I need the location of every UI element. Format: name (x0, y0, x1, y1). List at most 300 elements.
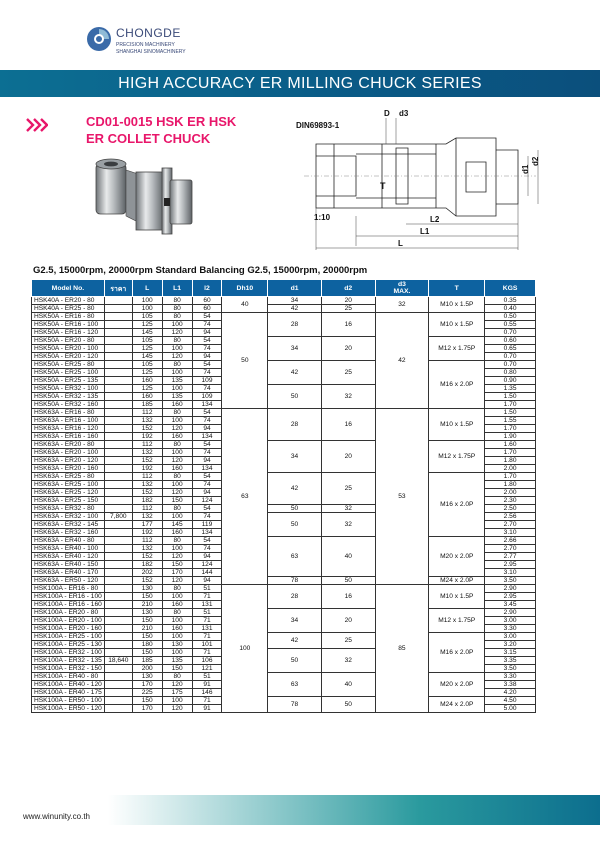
cell-price (104, 369, 132, 377)
cell-d1: 78 (268, 697, 322, 713)
cell-kgs: 1.35 (485, 385, 536, 393)
drawing-label-L1: L1 (420, 227, 430, 236)
cell-kgs: 1.50 (485, 409, 536, 417)
cell-model: HSK63A - ER20 - 80 (32, 441, 105, 449)
banner-title: HIGH ACCURACY ER MILLING CHUCK SERIES (118, 75, 482, 92)
cell-l2: 74 (192, 513, 222, 521)
cell-d3: 85 (375, 585, 429, 713)
brand-name: CHONGDE (116, 26, 181, 40)
cell-l2: 94 (192, 577, 222, 585)
cell-model: HSK63A - ER40 - 150 (32, 561, 105, 569)
product-title: CD01-0015 HSK ER HSK (86, 114, 237, 129)
cell-L: 192 (132, 433, 162, 441)
cell-L: 202 (132, 569, 162, 577)
col-thread: T (429, 280, 485, 297)
cell-L1: 80 (162, 337, 192, 345)
drawing-label-d3: d3 (399, 109, 409, 118)
cell-price (104, 313, 132, 321)
cell-kgs: 3.38 (485, 681, 536, 689)
cell-d3: 42 (375, 313, 429, 409)
cell-model: HSK63A - ER25 - 150 (32, 497, 105, 505)
cell-l2: 54 (192, 537, 222, 545)
cell-L1: 150 (162, 665, 192, 673)
cell-L: 112 (132, 473, 162, 481)
cell-model: HSK63A - ER40 - 80 (32, 537, 105, 545)
cell-L1: 100 (162, 617, 192, 625)
cell-L: 125 (132, 345, 162, 353)
cell-L1: 160 (162, 529, 192, 537)
cell-price (104, 393, 132, 401)
col-d3: d3 MAX. (375, 280, 429, 297)
cell-thread: M16 x 2.0P (429, 633, 485, 673)
col-dh10: Dh10 (222, 280, 268, 297)
cell-L: 225 (132, 689, 162, 697)
col-model: Model No. (32, 280, 105, 297)
series-banner (0, 70, 600, 97)
table-header-row (32, 280, 536, 297)
cell-l2: 74 (192, 321, 222, 329)
cell-l2: 54 (192, 361, 222, 369)
cell-L1: 120 (162, 577, 192, 585)
cell-price (104, 561, 132, 569)
cell-model: HSK63A - ER40 - 120 (32, 553, 105, 561)
cell-kgs: 2.90 (485, 609, 536, 617)
cell-model: HSK100A - ER40 - 120 (32, 681, 105, 689)
cell-d1: 42 (268, 305, 322, 313)
cell-model: HSK50A - ER16 - 100 (32, 321, 105, 329)
cell-kgs: 0.80 (485, 369, 536, 377)
cell-d1: 50 (268, 513, 322, 537)
cell-l2: 60 (192, 297, 222, 305)
cell-L: 182 (132, 497, 162, 505)
table-row (32, 609, 536, 617)
cell-l2: 131 (192, 625, 222, 633)
cell-price (104, 497, 132, 505)
cell-d2: 25 (321, 633, 375, 649)
cell-model: HSK63A - ER25 - 80 (32, 473, 105, 481)
cell-l2: 71 (192, 633, 222, 641)
drawing-label-d2: d2 (531, 156, 540, 166)
cell-model: HSK50A - ER16 - 120 (32, 329, 105, 337)
cell-L1: 80 (162, 297, 192, 305)
cell-price (104, 641, 132, 649)
cell-L1: 135 (162, 393, 192, 401)
cell-L: 132 (132, 417, 162, 425)
cell-kgs: 3.00 (485, 617, 536, 625)
cell-model: HSK63A - ER40 - 170 (32, 569, 105, 577)
cell-l2: 71 (192, 617, 222, 625)
cell-L1: 130 (162, 641, 192, 649)
cell-d3: 53 (375, 409, 429, 585)
cell-kgs: 2.00 (485, 489, 536, 497)
cell-price (104, 401, 132, 409)
cell-L: 150 (132, 649, 162, 657)
cell-L: 100 (132, 305, 162, 313)
cell-model: HSK100A - ER16 - 80 (32, 585, 105, 593)
cell-thread: M16 x 2.0P (429, 473, 485, 537)
cell-d2: 50 (321, 577, 375, 585)
cell-kgs: 2.70 (485, 545, 536, 553)
cell-l2: 106 (192, 657, 222, 665)
cell-l2: 91 (192, 681, 222, 689)
cell-d2: 16 (321, 313, 375, 337)
cell-L: 150 (132, 593, 162, 601)
cell-dh10: 63 (222, 409, 268, 585)
cell-L: 152 (132, 489, 162, 497)
cell-L1: 120 (162, 489, 192, 497)
cell-L1: 100 (162, 385, 192, 393)
cell-L: 125 (132, 321, 162, 329)
cell-model: HSK50A - ER16 - 80 (32, 313, 105, 321)
cell-price (104, 585, 132, 593)
cell-model: HSK63A - ER32 - 100 (32, 513, 105, 521)
cell-model: HSK100A - ER32 - 100 (32, 649, 105, 657)
product-photo (88, 150, 200, 258)
cell-kgs: 2.95 (485, 561, 536, 569)
cell-l2: 91 (192, 705, 222, 713)
cell-L: 105 (132, 313, 162, 321)
table-row (32, 337, 536, 345)
cell-l2: 74 (192, 545, 222, 553)
cell-L: 125 (132, 369, 162, 377)
cell-d2: 20 (321, 297, 375, 305)
cell-l2: 119 (192, 521, 222, 529)
cell-L1: 100 (162, 369, 192, 377)
drawing-label-D: D (384, 109, 390, 118)
cell-L: 130 (132, 673, 162, 681)
cell-kgs: 3.20 (485, 641, 536, 649)
cell-thread: M12 x 1.75P (429, 441, 485, 473)
cell-dh10: 50 (222, 313, 268, 409)
table-row (32, 409, 536, 417)
cell-L1: 120 (162, 329, 192, 337)
cell-price (104, 609, 132, 617)
cell-thread: M10 x 1.5P (429, 409, 485, 441)
cell-model: HSK40A - ER25 - 80 (32, 305, 105, 313)
cell-l2: 134 (192, 529, 222, 537)
cell-L: 132 (132, 481, 162, 489)
cell-L: 105 (132, 361, 162, 369)
cell-kgs: 2.77 (485, 553, 536, 561)
cell-L: 150 (132, 697, 162, 705)
cell-model: HSK100A - ER20 - 160 (32, 625, 105, 633)
cell-model: HSK63A - ER20 - 120 (32, 457, 105, 465)
cell-price (104, 409, 132, 417)
technical-drawing (296, 104, 546, 260)
cell-model: HSK50A - ER32 - 100 (32, 385, 105, 393)
cell-L1: 170 (162, 569, 192, 577)
cell-thread: M24 x 2.0P (429, 697, 485, 713)
cell-kgs: 4.20 (485, 689, 536, 697)
drawing-label-L: L (398, 239, 403, 248)
cell-L: 130 (132, 585, 162, 593)
cell-thread: M10 x 1.5P (429, 313, 485, 337)
cell-l2: 54 (192, 409, 222, 417)
cell-L: 170 (132, 681, 162, 689)
cell-kgs: 2.00 (485, 465, 536, 473)
cell-price (104, 705, 132, 713)
drawing-label-T: T (380, 181, 386, 191)
cell-L: 152 (132, 577, 162, 585)
balancing-caption: G2.5, 15000rpm, 20000rpm Standard Balancing G2.5, 15000rpm, 20000rpm (33, 265, 368, 276)
cell-L1: 100 (162, 513, 192, 521)
cell-d1: 34 (268, 441, 322, 473)
drawing-label-taper: 1:10 (314, 213, 331, 222)
cell-l2: 94 (192, 489, 222, 497)
col-price: ราคา (104, 280, 132, 297)
cell-price (104, 553, 132, 561)
cell-d3: 32 (375, 297, 429, 313)
cell-L1: 80 (162, 305, 192, 313)
cell-L: 132 (132, 545, 162, 553)
cell-model: HSK100A - ER32 - 135 (32, 657, 105, 665)
cell-L: 112 (132, 537, 162, 545)
col-l2: l2 (192, 280, 222, 297)
cell-model: HSK100A - ER25 - 100 (32, 633, 105, 641)
table-row (32, 585, 536, 593)
cell-model: HSK100A - ER50 - 120 (32, 705, 105, 713)
cell-d1: 42 (268, 361, 322, 385)
cell-kgs: 2.70 (485, 521, 536, 529)
cell-kgs: 3.50 (485, 665, 536, 673)
cell-kgs: 0.50 (485, 313, 536, 321)
cell-price (104, 489, 132, 497)
col-L1: L1 (162, 280, 192, 297)
cell-d1: 34 (268, 337, 322, 361)
cell-price (104, 601, 132, 609)
cell-price (104, 689, 132, 697)
table-row (32, 297, 536, 305)
cell-L1: 80 (162, 585, 192, 593)
cell-kgs: 3.45 (485, 601, 536, 609)
cell-l2: 74 (192, 417, 222, 425)
cell-l2: 54 (192, 441, 222, 449)
cell-price (104, 505, 132, 513)
cell-price (104, 305, 132, 313)
cell-price (104, 385, 132, 393)
cell-model: HSK63A - ER16 - 100 (32, 417, 105, 425)
cell-kgs: 0.35 (485, 297, 536, 305)
cell-d1: 28 (268, 313, 322, 337)
cell-L: 152 (132, 457, 162, 465)
drawing-label-L2: L2 (430, 215, 440, 224)
cell-price (104, 617, 132, 625)
cell-l2: 109 (192, 393, 222, 401)
cell-L: 130 (132, 609, 162, 617)
cell-d2: 16 (321, 585, 375, 609)
cell-L: 150 (132, 617, 162, 625)
cell-kgs: 1.60 (485, 441, 536, 449)
cell-model: HSK50A - ER25 - 135 (32, 377, 105, 385)
cell-d2: 32 (321, 385, 375, 409)
cell-price (104, 481, 132, 489)
cell-model: HSK100A - ER16 - 100 (32, 593, 105, 601)
cell-l2: 124 (192, 561, 222, 569)
cell-L1: 100 (162, 697, 192, 705)
cell-kgs: 3.35 (485, 657, 536, 665)
cell-model: HSK63A - ER16 - 120 (32, 425, 105, 433)
cell-l2: 131 (192, 601, 222, 609)
cell-kgs: 2.90 (485, 585, 536, 593)
cell-d2: 40 (321, 673, 375, 697)
cell-price (104, 577, 132, 585)
cell-L1: 100 (162, 545, 192, 553)
cell-dh10: 100 (222, 585, 268, 713)
cell-kgs: 1.70 (485, 473, 536, 481)
product-subtitle: ER COLLET CHUCK (86, 131, 211, 146)
cell-model: HSK50A - ER20 - 100 (32, 345, 105, 353)
cell-d2: 32 (321, 505, 375, 513)
cell-L: 150 (132, 633, 162, 641)
table-row (32, 313, 536, 321)
cell-price (104, 441, 132, 449)
cell-L: 112 (132, 505, 162, 513)
cell-L: 192 (132, 529, 162, 537)
cell-l2: 134 (192, 465, 222, 473)
cell-l2: 121 (192, 665, 222, 673)
cell-price (104, 329, 132, 337)
cell-L: 105 (132, 337, 162, 345)
cell-d1: 34 (268, 297, 322, 305)
cell-model: HSK63A - ER32 - 80 (32, 505, 105, 513)
cell-L: 152 (132, 553, 162, 561)
cell-L1: 80 (162, 473, 192, 481)
cell-L1: 160 (162, 401, 192, 409)
cell-L: 210 (132, 625, 162, 633)
cell-thread: M20 x 2.0P (429, 537, 485, 577)
cell-model: HSK100A - ER40 - 175 (32, 689, 105, 697)
cell-model: HSK100A - ER40 - 80 (32, 673, 105, 681)
cell-price (104, 465, 132, 473)
cell-l2: 109 (192, 377, 222, 385)
col-d2: d2 (321, 280, 375, 297)
cell-L1: 100 (162, 649, 192, 657)
cell-kgs: 2.95 (485, 593, 536, 601)
cell-L1: 160 (162, 625, 192, 633)
cell-model: HSK63A - ER25 - 100 (32, 481, 105, 489)
cell-kgs: 1.90 (485, 433, 536, 441)
cell-L1: 80 (162, 537, 192, 545)
cell-kgs: 0.70 (485, 329, 536, 337)
cell-L: 200 (132, 665, 162, 673)
cell-l2: 54 (192, 337, 222, 345)
cell-price (104, 593, 132, 601)
cell-L: 177 (132, 521, 162, 529)
cell-kgs: 3.10 (485, 529, 536, 537)
cell-L1: 100 (162, 417, 192, 425)
cell-price (104, 473, 132, 481)
cell-l2: 71 (192, 593, 222, 601)
cell-thread: M12 x 1.75P (429, 609, 485, 633)
cell-model: HSK50A - ER32 - 135 (32, 393, 105, 401)
cell-l2: 51 (192, 673, 222, 681)
cell-l2: 74 (192, 481, 222, 489)
cell-dh10: 40 (222, 297, 268, 313)
cell-L1: 160 (162, 601, 192, 609)
cell-d1: 42 (268, 473, 322, 505)
cell-kgs: 3.30 (485, 673, 536, 681)
cell-L1: 120 (162, 425, 192, 433)
cell-L1: 160 (162, 433, 192, 441)
table-row (32, 697, 536, 705)
cell-L1: 150 (162, 561, 192, 569)
cell-model: HSK100A - ER20 - 80 (32, 609, 105, 617)
cell-thread: M10 x 1.5P (429, 585, 485, 609)
cell-price: 7,800 (104, 513, 132, 521)
table-row (32, 537, 536, 545)
cell-L: 160 (132, 393, 162, 401)
footer-base (0, 825, 600, 849)
cell-price (104, 529, 132, 537)
cell-L: 182 (132, 561, 162, 569)
cell-L1: 80 (162, 409, 192, 417)
cell-kgs: 5.00 (485, 705, 536, 713)
cell-L1: 135 (162, 657, 192, 665)
cell-L1: 120 (162, 705, 192, 713)
col-L: L (132, 280, 162, 297)
cell-L: 160 (132, 377, 162, 385)
cell-l2: 74 (192, 345, 222, 353)
cell-L1: 80 (162, 361, 192, 369)
cell-model: HSK63A - ER32 - 160 (32, 529, 105, 537)
cell-d2: 32 (321, 513, 375, 537)
table-row (32, 633, 536, 641)
cell-kgs: 1.80 (485, 457, 536, 465)
cell-L: 192 (132, 465, 162, 473)
cell-price (104, 649, 132, 657)
cell-kgs: 3.30 (485, 625, 536, 633)
cell-l2: 101 (192, 641, 222, 649)
cell-d2: 25 (321, 361, 375, 385)
cell-kgs: 1.70 (485, 425, 536, 433)
cell-l2: 74 (192, 369, 222, 377)
cell-d2: 16 (321, 409, 375, 441)
cell-d1: 50 (268, 505, 322, 513)
cell-l2: 54 (192, 313, 222, 321)
cell-l2: 74 (192, 449, 222, 457)
cell-kgs: 0.55 (485, 321, 536, 329)
col-d1: d1 (268, 280, 322, 297)
brand-logo (86, 22, 216, 62)
cell-kgs: 1.70 (485, 401, 536, 409)
cell-L1: 120 (162, 457, 192, 465)
cell-d1: 28 (268, 585, 322, 609)
cell-price (104, 633, 132, 641)
cell-model: HSK63A - ER25 - 120 (32, 489, 105, 497)
cell-price (104, 433, 132, 441)
brand-logo-icon (86, 26, 112, 52)
cell-model: HSK50A - ER25 - 80 (32, 361, 105, 369)
cell-l2: 94 (192, 353, 222, 361)
cell-thread: M12 x 1.75P (429, 337, 485, 361)
cell-kgs: 1.70 (485, 449, 536, 457)
cell-price (104, 449, 132, 457)
cell-d2: 20 (321, 609, 375, 633)
cell-kgs: 3.00 (485, 633, 536, 641)
cell-d2: 20 (321, 337, 375, 361)
cell-L: 132 (132, 513, 162, 521)
cell-d1: 42 (268, 633, 322, 649)
cell-kgs: 2.56 (485, 513, 536, 521)
cell-d2: 32 (321, 649, 375, 673)
cell-model: HSK63A - ER32 - 145 (32, 521, 105, 529)
cell-L1: 100 (162, 321, 192, 329)
cell-thread: M24 x 2.0P (429, 577, 485, 585)
cell-price (104, 425, 132, 433)
cell-price (104, 521, 132, 529)
website-url[interactable]: www.winunity.co.th (23, 812, 90, 821)
cell-l2: 60 (192, 305, 222, 313)
